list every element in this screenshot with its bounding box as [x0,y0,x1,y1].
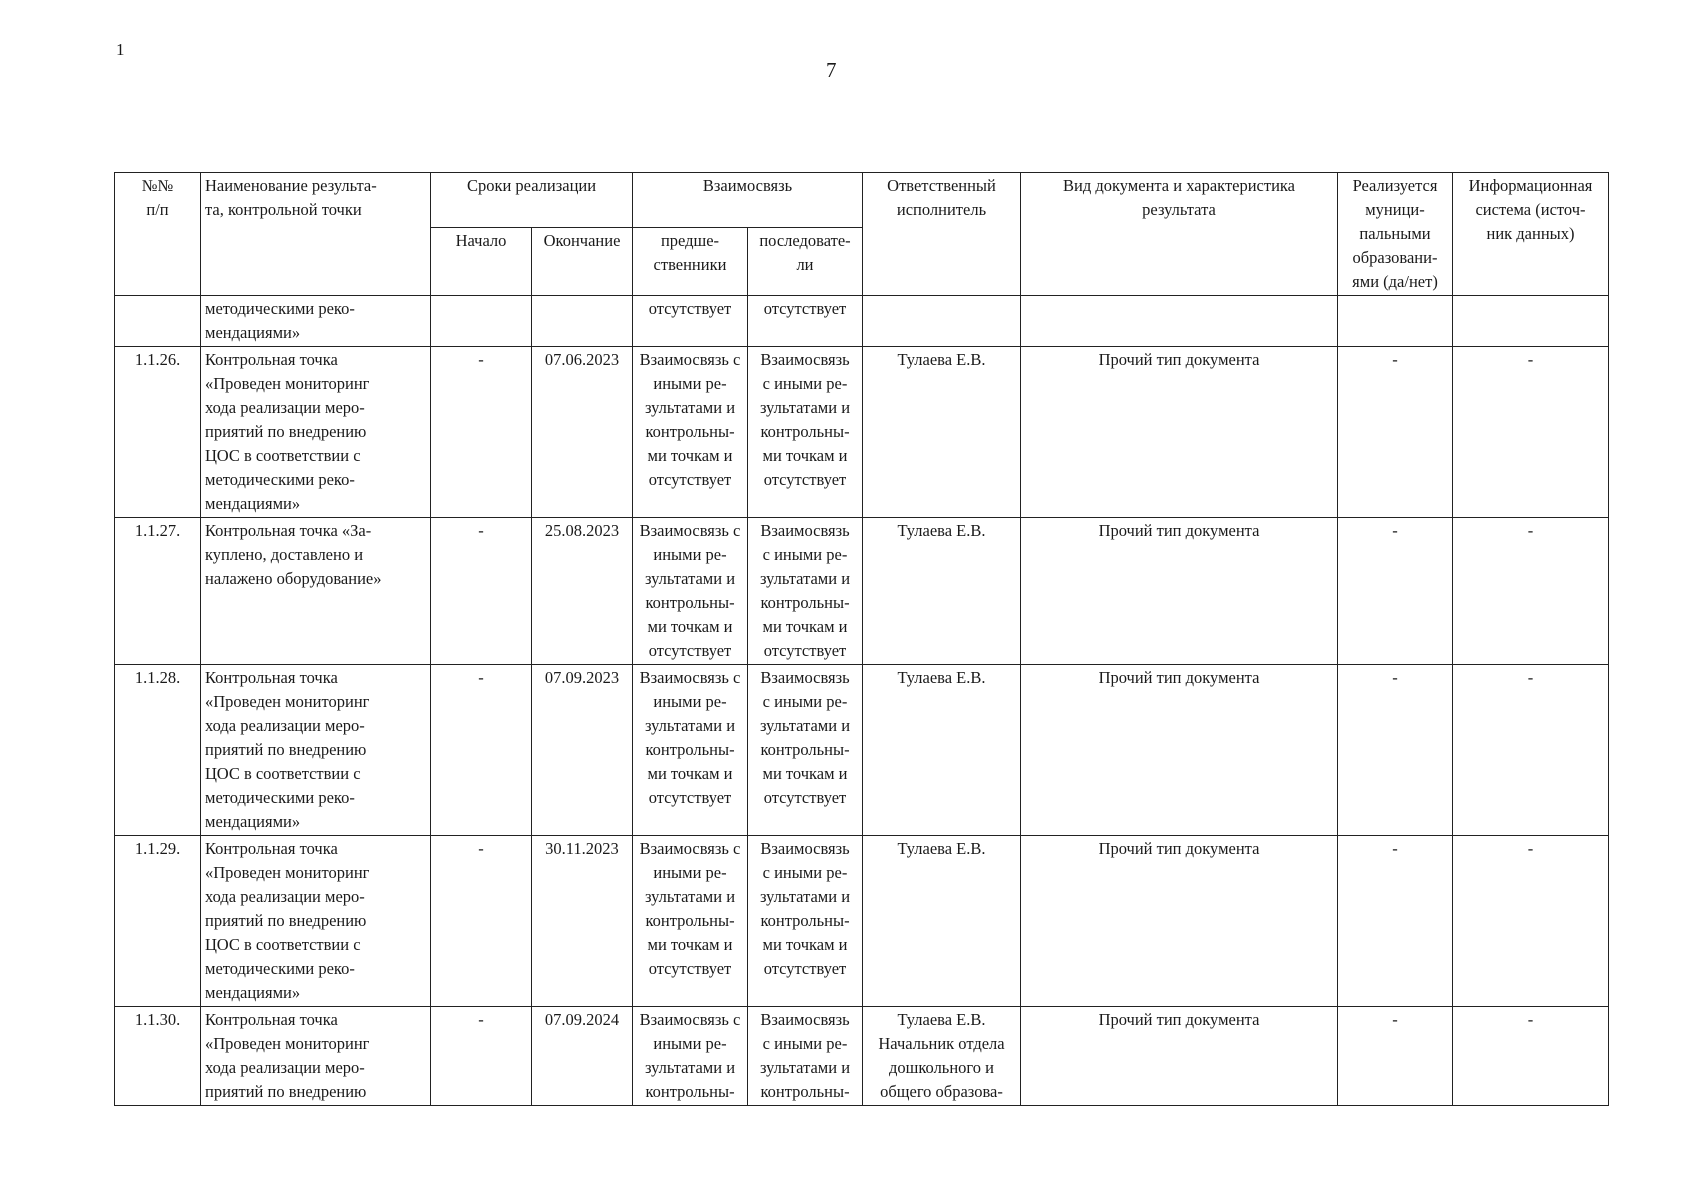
header-num: №№ п/п [115,173,201,296]
header-predecessors: предше- ственники [633,228,748,296]
table-row [115,836,1609,1007]
cell-doc-type: Прочий тип документа [1021,836,1338,1007]
cell-name: Контрольная точка «Проведен мониторинг хода реализации меро- приятий по внедрению [201,1007,431,1106]
cell-doc-type [1021,296,1338,347]
cell-successors: отсутствует [748,296,863,347]
cell-num: 1.1.30. [115,1007,201,1106]
table-body [115,296,1609,1106]
header-terms: Сроки реализации [431,173,633,228]
cell-info-system: - [1453,1007,1609,1106]
cell-info-system: - [1453,518,1609,665]
cell-end [532,296,633,347]
cell-predecessors: Взаимосвязь с иными ре- зультатами и контрольны- ми точкам и отсутствует [633,836,748,1007]
cell-doc-type: Прочий тип документа [1021,347,1338,518]
cell-end: 07.09.2023 [532,665,633,836]
header-responsible: Ответственный исполнитель [863,173,1021,296]
cell-name: Контрольная точка «За- куплено, доставлено и налажено оборудование» [201,518,431,665]
cell-responsible [863,296,1021,347]
cell-end: 07.09.2024 [532,1007,633,1106]
cell-num [115,296,201,347]
cell-responsible: Тулаева Е.В. [863,518,1021,665]
header-end: Окончание [532,228,633,296]
header-relation: Взаимосвязь [633,173,863,228]
table-row [115,347,1609,518]
cell-start: - [431,836,532,1007]
cell-predecessors: Взаимосвязь с иными ре- зультатами и контрольны- ми точкам и отсутствует [633,518,748,665]
cell-predecessors: отсутствует [633,296,748,347]
header-municipal: Реализуется муници- пальными образовани- ями (да/нет) [1338,173,1453,296]
cell-predecessors: Взаимосвязь с иными ре- зультатами и контрольны- ми точкам и отсутствует [633,347,748,518]
cell-successors: Взаимосвязь с иными ре- зультатами и контрольны- ми точкам и отсутствует [748,518,863,665]
cell-responsible: Тулаева Е.В. Начальник отдела дошкольного и общего образова- [863,1007,1021,1106]
cell-info-system [1453,296,1609,347]
cell-responsible: Тулаева Е.В. [863,665,1021,836]
cell-successors: Взаимосвязь с иными ре- зультатами и контрольны- ми точкам и отсутствует [748,347,863,518]
cell-municipal: - [1338,518,1453,665]
cell-info-system: - [1453,836,1609,1007]
cell-successors: Взаимосвязь с иными ре- зультатами и контрольны- ми точкам и отсутствует [748,665,863,836]
header-name: Наименование результа- та, контрольной точки [201,173,431,296]
cell-num: 1.1.29. [115,836,201,1007]
cell-doc-type: Прочий тип документа [1021,518,1338,665]
table-header [115,173,1609,296]
cell-info-system: - [1453,665,1609,836]
cell-start: - [431,665,532,836]
cell-start: - [431,347,532,518]
cell-end: 30.11.2023 [532,836,633,1007]
cell-municipal: - [1338,347,1453,518]
cell-predecessors: Взаимосвязь с иными ре- зультатами и контрольны- ми точкам и отсутствует [633,665,748,836]
corner-mark: 1 [116,40,125,59]
cell-name: Контрольная точка «Проведен мониторинг хода реализации меро- приятий по внедрению ЦОС в соответствии с методическими реко- мендациями» [201,665,431,836]
cell-responsible: Тулаева Е.В. [863,836,1021,1007]
cell-start: - [431,1007,532,1106]
cell-num: 1.1.27. [115,518,201,665]
cell-start: - [431,518,532,665]
cell-municipal: - [1338,665,1453,836]
header-doc-type: Вид документа и характеристика результата [1021,173,1338,296]
cell-responsible: Тулаева Е.В. [863,347,1021,518]
cell-successors: Взаимосвязь с иными ре- зультатами и контрольны- [748,1007,863,1106]
cell-info-system: - [1453,347,1609,518]
cell-num: 1.1.26. [115,347,201,518]
cell-doc-type: Прочий тип документа [1021,665,1338,836]
header-info-system: Информационная система (источ- ник данных) [1453,173,1609,296]
cell-municipal: - [1338,1007,1453,1106]
table-row [115,518,1609,665]
cell-start [431,296,532,347]
cell-num: 1.1.28. [115,665,201,836]
cell-name: Контрольная точка «Проведен мониторинг хода реализации меро- приятий по внедрению ЦОС в соответствии с методическими реко- мендациями» [201,347,431,518]
cell-successors: Взаимосвязь с иными ре- зультатами и контрольны- ми точкам и отсутствует [748,836,863,1007]
header-successors: последовате- ли [748,228,863,296]
cell-name: Контрольная точка «Проведен мониторинг хода реализации меро- приятий по внедрению ЦОС в соответствии с методическими реко- мендациями» [201,836,431,1007]
table-row [115,665,1609,836]
cell-end: 07.06.2023 [532,347,633,518]
page-number: 7 [826,58,837,82]
header-start: Начало [431,228,532,296]
cell-name: методическими реко- мендациями» [201,296,431,347]
cell-municipal [1338,296,1453,347]
table-row [115,1007,1609,1106]
plan-table [114,172,1609,1106]
table-row [115,296,1609,347]
cell-end: 25.08.2023 [532,518,633,665]
cell-municipal: - [1338,836,1453,1007]
cell-doc-type: Прочий тип документа [1021,1007,1338,1106]
cell-predecessors: Взаимосвязь с иными ре- зультатами и контрольны- [633,1007,748,1106]
